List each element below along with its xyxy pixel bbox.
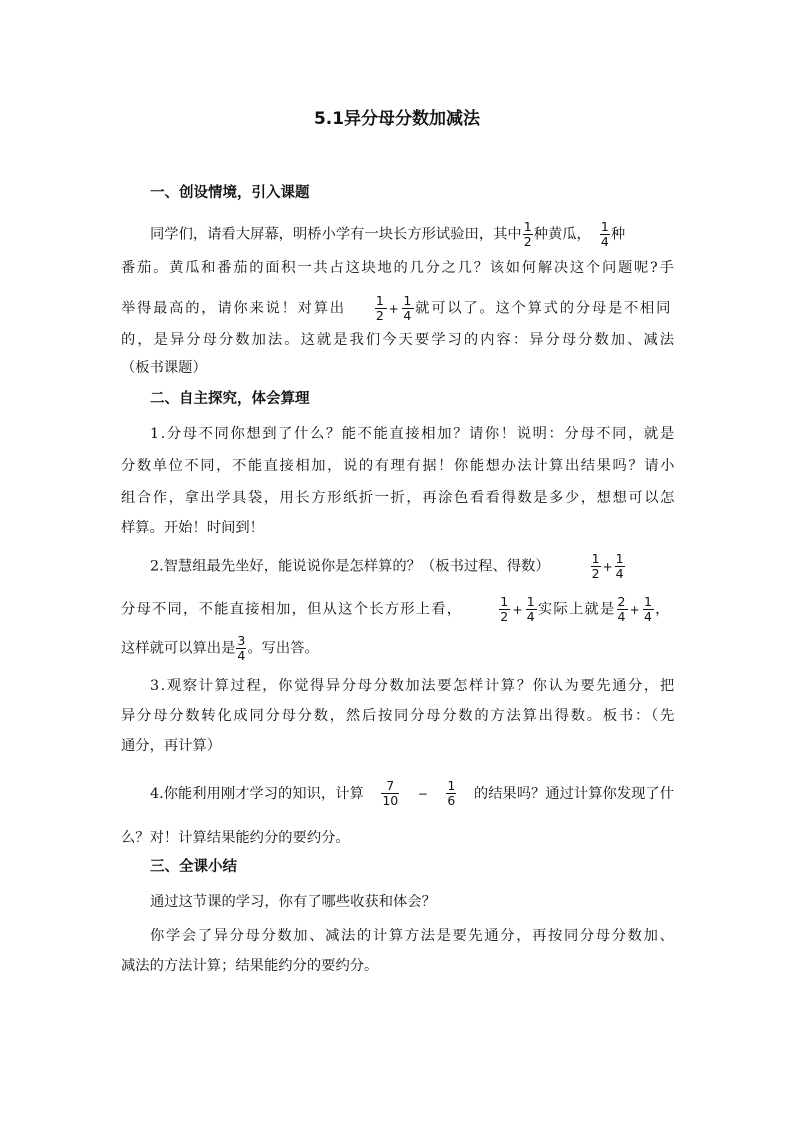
section-heading-1: 一、创设情境，引入课题: [150, 185, 310, 201]
paragraph-3-line-2: [121, 595, 671, 624]
paragraph-2-line-1: 1.分母不同你想到了什么？能不能直接相加？请你！说明：分母不同，就是: [150, 426, 676, 442]
paragraph-5-line-1: [150, 779, 674, 808]
plus-sign: +: [512, 602, 524, 617]
text: 。写出答。: [247, 640, 319, 657]
paragraph-1-line-2: 番茄。黄瓜和番茄的面积一共占这块地的几分之几？该如何解决这个问题呢?手: [121, 260, 676, 276]
paragraph-4-line-1: 3.观察计算过程，你觉得异分母分数加法要怎样计算？你认为要先通分，把: [150, 678, 676, 694]
paragraph-3-line-1: [150, 552, 626, 581]
paragraph-6-line-2: 你学会了异分母分数加、减法的计算方法是要先通分，再按同分母分数加、: [150, 928, 676, 944]
text: 的结果吗？通过计算你发现了什: [473, 785, 674, 802]
fraction-one-sixth: $\frac{1}{6}$: [447, 778, 456, 808]
plus-sign: +: [629, 602, 641, 617]
paragraph-2-line-3: 组合作，拿出学具袋，用长方形纸折一折，再涂色看看得数是多少，想想可以怎: [121, 490, 676, 506]
text: 2.智慧组最先坐好，能说说你是怎样算的？（板书过程、得数）: [150, 558, 550, 575]
text: 分母不同，不能直接相加，但从这个长方形上看，: [121, 601, 463, 618]
fraction-two-quarters: $\frac{2}{4}$: [617, 594, 627, 624]
text: 4.你能利用刚才学习的知识，计算: [150, 785, 364, 802]
fraction-one-quarter: $\frac{1}{4}$: [643, 594, 654, 624]
fraction-one-quarter: $\frac{1}{4}$: [403, 293, 414, 323]
paragraph-1-line-1: [150, 220, 674, 249]
text: 实际上就是: [537, 601, 616, 618]
paragraph-6-line-3: 减法的方法计算；结果能约分的要约分。: [121, 958, 379, 974]
paragraph-4-line-3: 通分，再计算）: [121, 738, 222, 754]
paragraph-4-line-2: 异分母分数转化成同分母分数，然后按同分母分数的方法算出得数。板书：（先: [121, 708, 677, 724]
text: 举得最高的，请你来说！对算出: [121, 300, 346, 317]
paragraph-2-line-2: 分数单位不同，不能直接相加，说的有理有据！你能想办法计算出结果吗？请小: [121, 458, 676, 474]
paragraph-3-line-3: [121, 634, 319, 663]
fraction-three-quarters: $\frac{3}{4}$: [237, 633, 246, 663]
fraction-one-half: $\frac{1}{2}$: [591, 551, 600, 581]
fraction-seven-tenths: $\frac{7}{10}$: [382, 778, 399, 808]
paragraph-2-line-4: 样算。开始！时间到！: [121, 520, 264, 536]
text: ，: [655, 601, 671, 618]
minus-sign: −: [417, 786, 428, 801]
fraction-one-quarter: $\frac{1}{4}$: [526, 594, 536, 624]
paragraph-6-line-1: 通过这节课的学习，你有了哪些收获和体会？: [150, 894, 436, 910]
text: 种黄瓜，: [533, 226, 591, 243]
page-title: 5.1异分母分数加减法: [313, 109, 481, 129]
section-heading-3: 三、全课小结: [150, 859, 237, 875]
paragraph-1-line-5: （板书课题）: [121, 360, 207, 376]
paragraph-1-line-4: 的，是异分母分数加法。这就是我们今天要学习的内容：异分母分数加、减法: [121, 332, 677, 348]
fraction-one-quarter: $\frac{1}{4}$: [600, 219, 609, 249]
paragraph-5-line-2: 么？对！计算结果能约分的要约分。: [121, 830, 350, 846]
fraction-one-half: $\frac{1}{2}$: [375, 293, 386, 323]
text: 同学们，请看大屏幕，明桥小学有一块长方形试验田，其中: [150, 226, 522, 243]
plus-sign: +: [388, 301, 401, 316]
fraction-one-half: $\frac{1}{2}$: [500, 594, 510, 624]
fraction-one-quarter: $\frac{1}{4}$: [615, 551, 624, 581]
fraction-one-half: $\frac{1}{2}$: [523, 219, 532, 249]
plus-sign: +: [602, 559, 613, 574]
text: 种: [610, 226, 626, 243]
paragraph-1-line-3: [121, 294, 672, 323]
text: 这样就可以算出是: [121, 640, 236, 657]
section-heading-2: 二、自主探究，体会算理: [150, 391, 310, 407]
text: 就可以了。这个算式的分母是不相同: [415, 300, 673, 317]
